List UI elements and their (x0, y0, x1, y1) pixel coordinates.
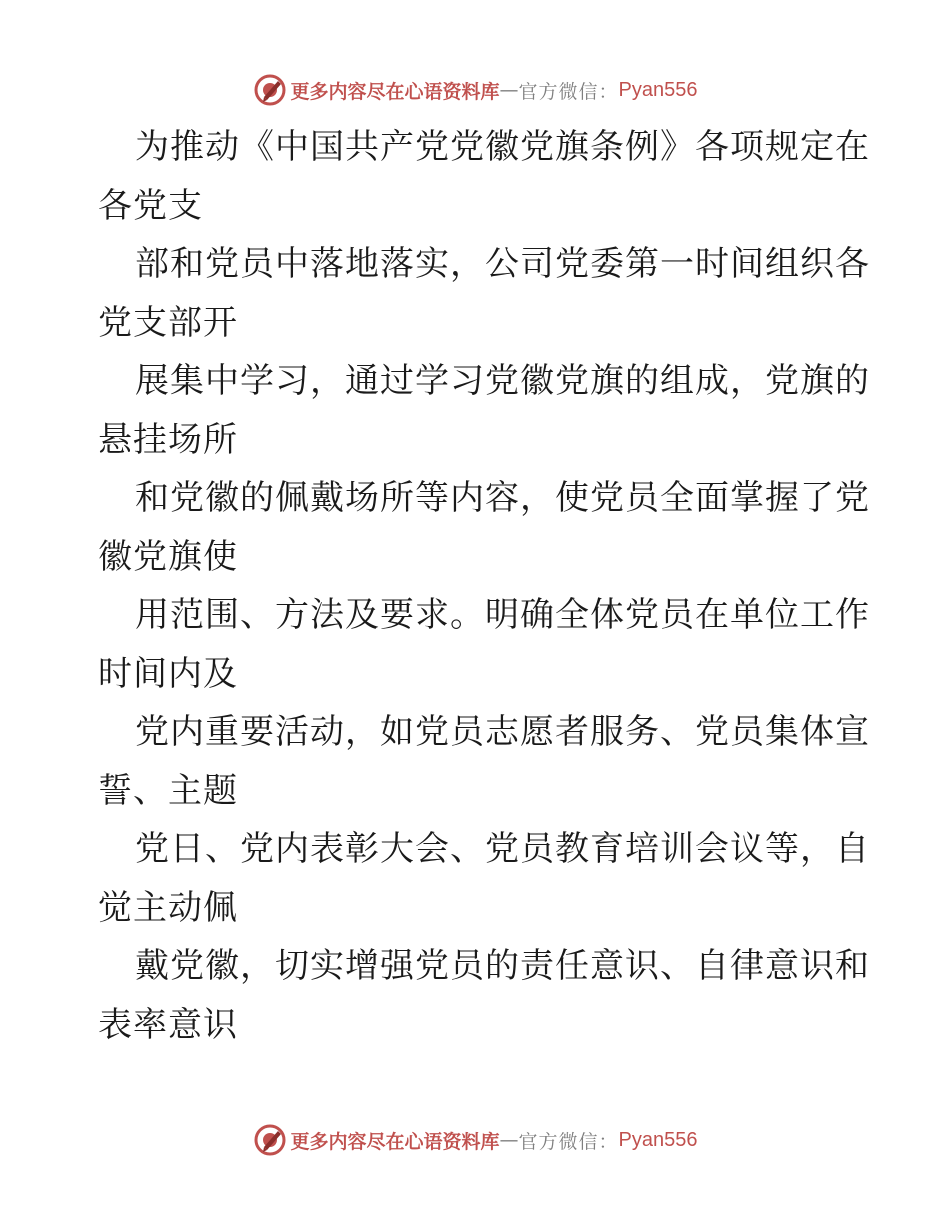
text-line: 党日、党内表彰大会、党员教育培训会议等，自 (135, 829, 870, 869)
text-line: 悬挂场所 (98, 419, 238, 460)
text-line: 和党徽的佩戴场所等内容，使党员全面掌握了党 (135, 478, 870, 518)
document-body (98, 118, 870, 1054)
text-line: 党支部开 (98, 302, 238, 343)
text-line: 为推动《中国共产党党徽党旗条例》各项规定在 (135, 127, 870, 167)
text-line: 表率意识 (98, 1004, 238, 1045)
logo-icon (253, 73, 287, 107)
text-line: 用范围、方法及要求。明确全体党员在单位工作 (135, 595, 870, 635)
banner-site-text: 更多内容尽在心语资料库 (290, 1130, 500, 1153)
text-line: 誓、主题 (98, 770, 238, 811)
logo-icon (253, 1123, 287, 1157)
footer-banner (0, 1120, 950, 1160)
banner-dash: — (499, 1129, 519, 1151)
footer-banner-content (253, 1123, 698, 1157)
text-line: 觉主动佩 (98, 887, 238, 928)
header-banner-content (253, 73, 698, 107)
text-line: 党内重要活动，如党员志愿者服务、党员集体宣 (135, 712, 870, 752)
text-line: 部和党员中落地落实，公司党委第一时间组织各 (135, 244, 870, 284)
text-line: 戴党徽，切实增强党员的责任意识、自律意识和 (135, 946, 870, 986)
banner-wechat-label: 官方微信： (518, 80, 619, 103)
banner-wechat-label: 官方微信： (518, 1130, 619, 1153)
banner-dash: — (499, 79, 519, 101)
banner-wechat-id: Pyan556 (618, 78, 698, 101)
text-line: 徽党旗使 (98, 536, 238, 577)
text-line: 各党支 (98, 185, 203, 226)
banner-site-text: 更多内容尽在心语资料库 (290, 80, 500, 103)
text-line: 展集中学习，通过学习党徽党旗的组成，党旗的 (135, 361, 870, 401)
text-line: 时间内及 (98, 653, 238, 694)
banner-wechat-id: Pyan556 (618, 1128, 698, 1151)
header-banner (0, 70, 950, 110)
